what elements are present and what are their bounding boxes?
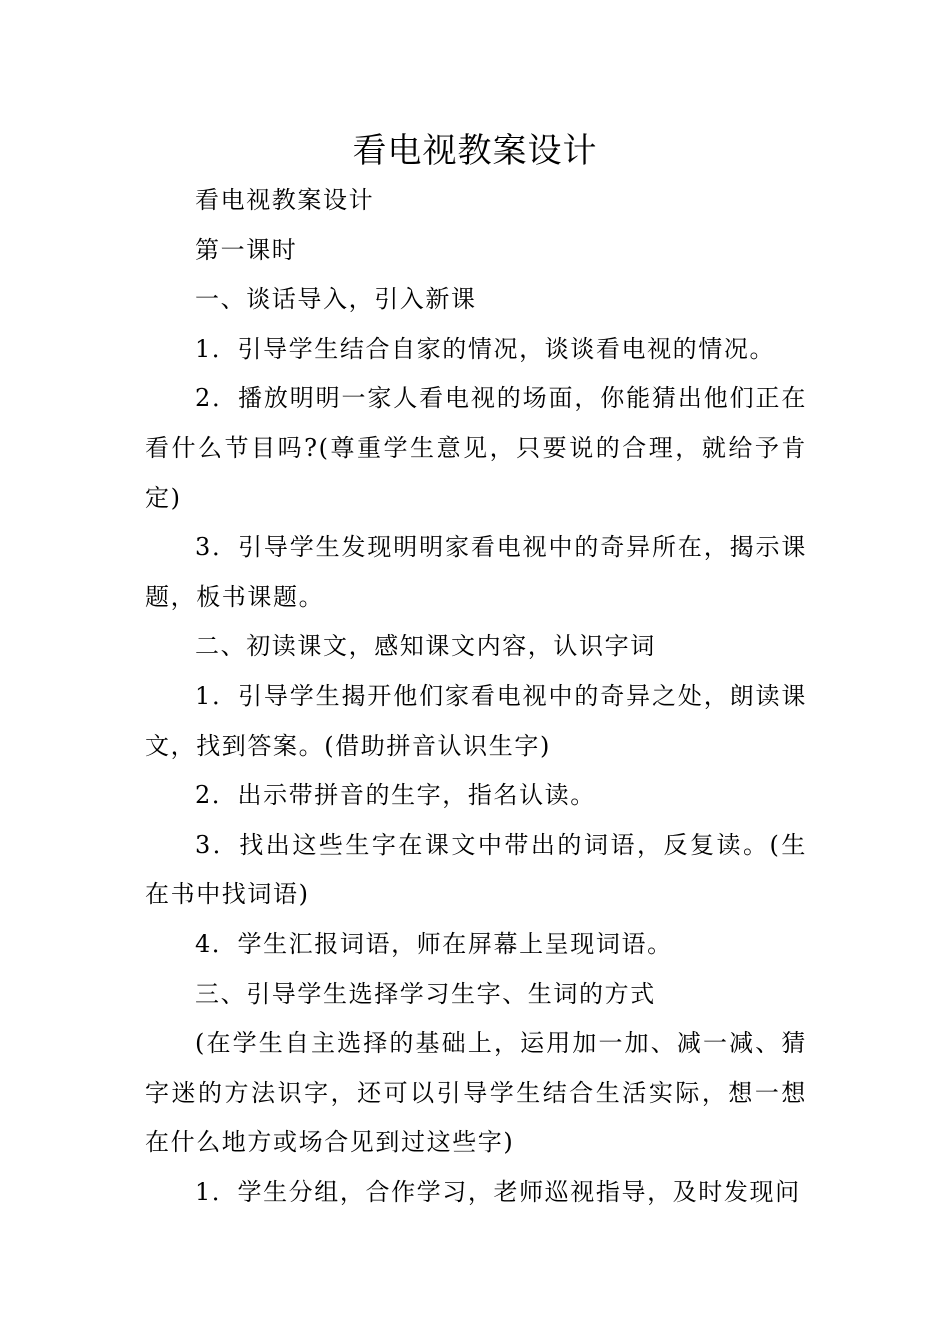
document-body — [145, 176, 807, 1217]
paragraph-item: 2．出示带拼音的生字，指名认读。 — [195, 781, 596, 810]
paragraph-item: 2．播放明明一家人看电视的场面，你能猜出他们正在看什么节目吗?(尊重学生意见，只要说的合理，就给予肯定) — [145, 384, 807, 512]
paragraph-section-1-heading: 一、谈话导入，引入新课 — [195, 285, 477, 314]
paragraph-subtitle: 看电视教案设计 — [195, 186, 375, 214]
paragraph-item: 3．引导学生发现明明家看电视中的奇异所在，揭示课题，板书课题。 — [145, 533, 807, 611]
paragraph-item: 4．学生汇报词语，师在屏幕上呈现词语。 — [195, 929, 673, 958]
paragraph-item: 1．引导学生揭开他们家看电视中的奇异之处，朗读课文，找到答案。(借助拼音认识生字) — [145, 681, 807, 760]
paragraph-item: 3．找出这些生字在课文中带出的词语，反复读。(生在书中找词语) — [145, 830, 807, 909]
paragraph-item: 1．引导学生结合自家的情况，谈谈看电视的情况。 — [195, 334, 776, 363]
paragraph-section-2-heading: 二、初读课文，感知课文内容，认识字词 — [195, 632, 656, 661]
document-title: 看电视教案设计 — [352, 131, 598, 171]
paragraph-item: 1．学生分组，合作学习，老师巡视指导，及时发现问 — [195, 1177, 801, 1206]
paragraph-section-3-heading: 三、引导学生选择学习生字、生词的方式 — [195, 979, 656, 1008]
paragraph-note: (在学生自主选择的基础上，运用加一加、减一减、猜字迷的方法识字，还可以引导学生结合生活实际，想一想在什么地方或场合见到过这些字) — [145, 1029, 807, 1157]
paragraph-lesson-heading: 第一课时 — [195, 235, 298, 264]
